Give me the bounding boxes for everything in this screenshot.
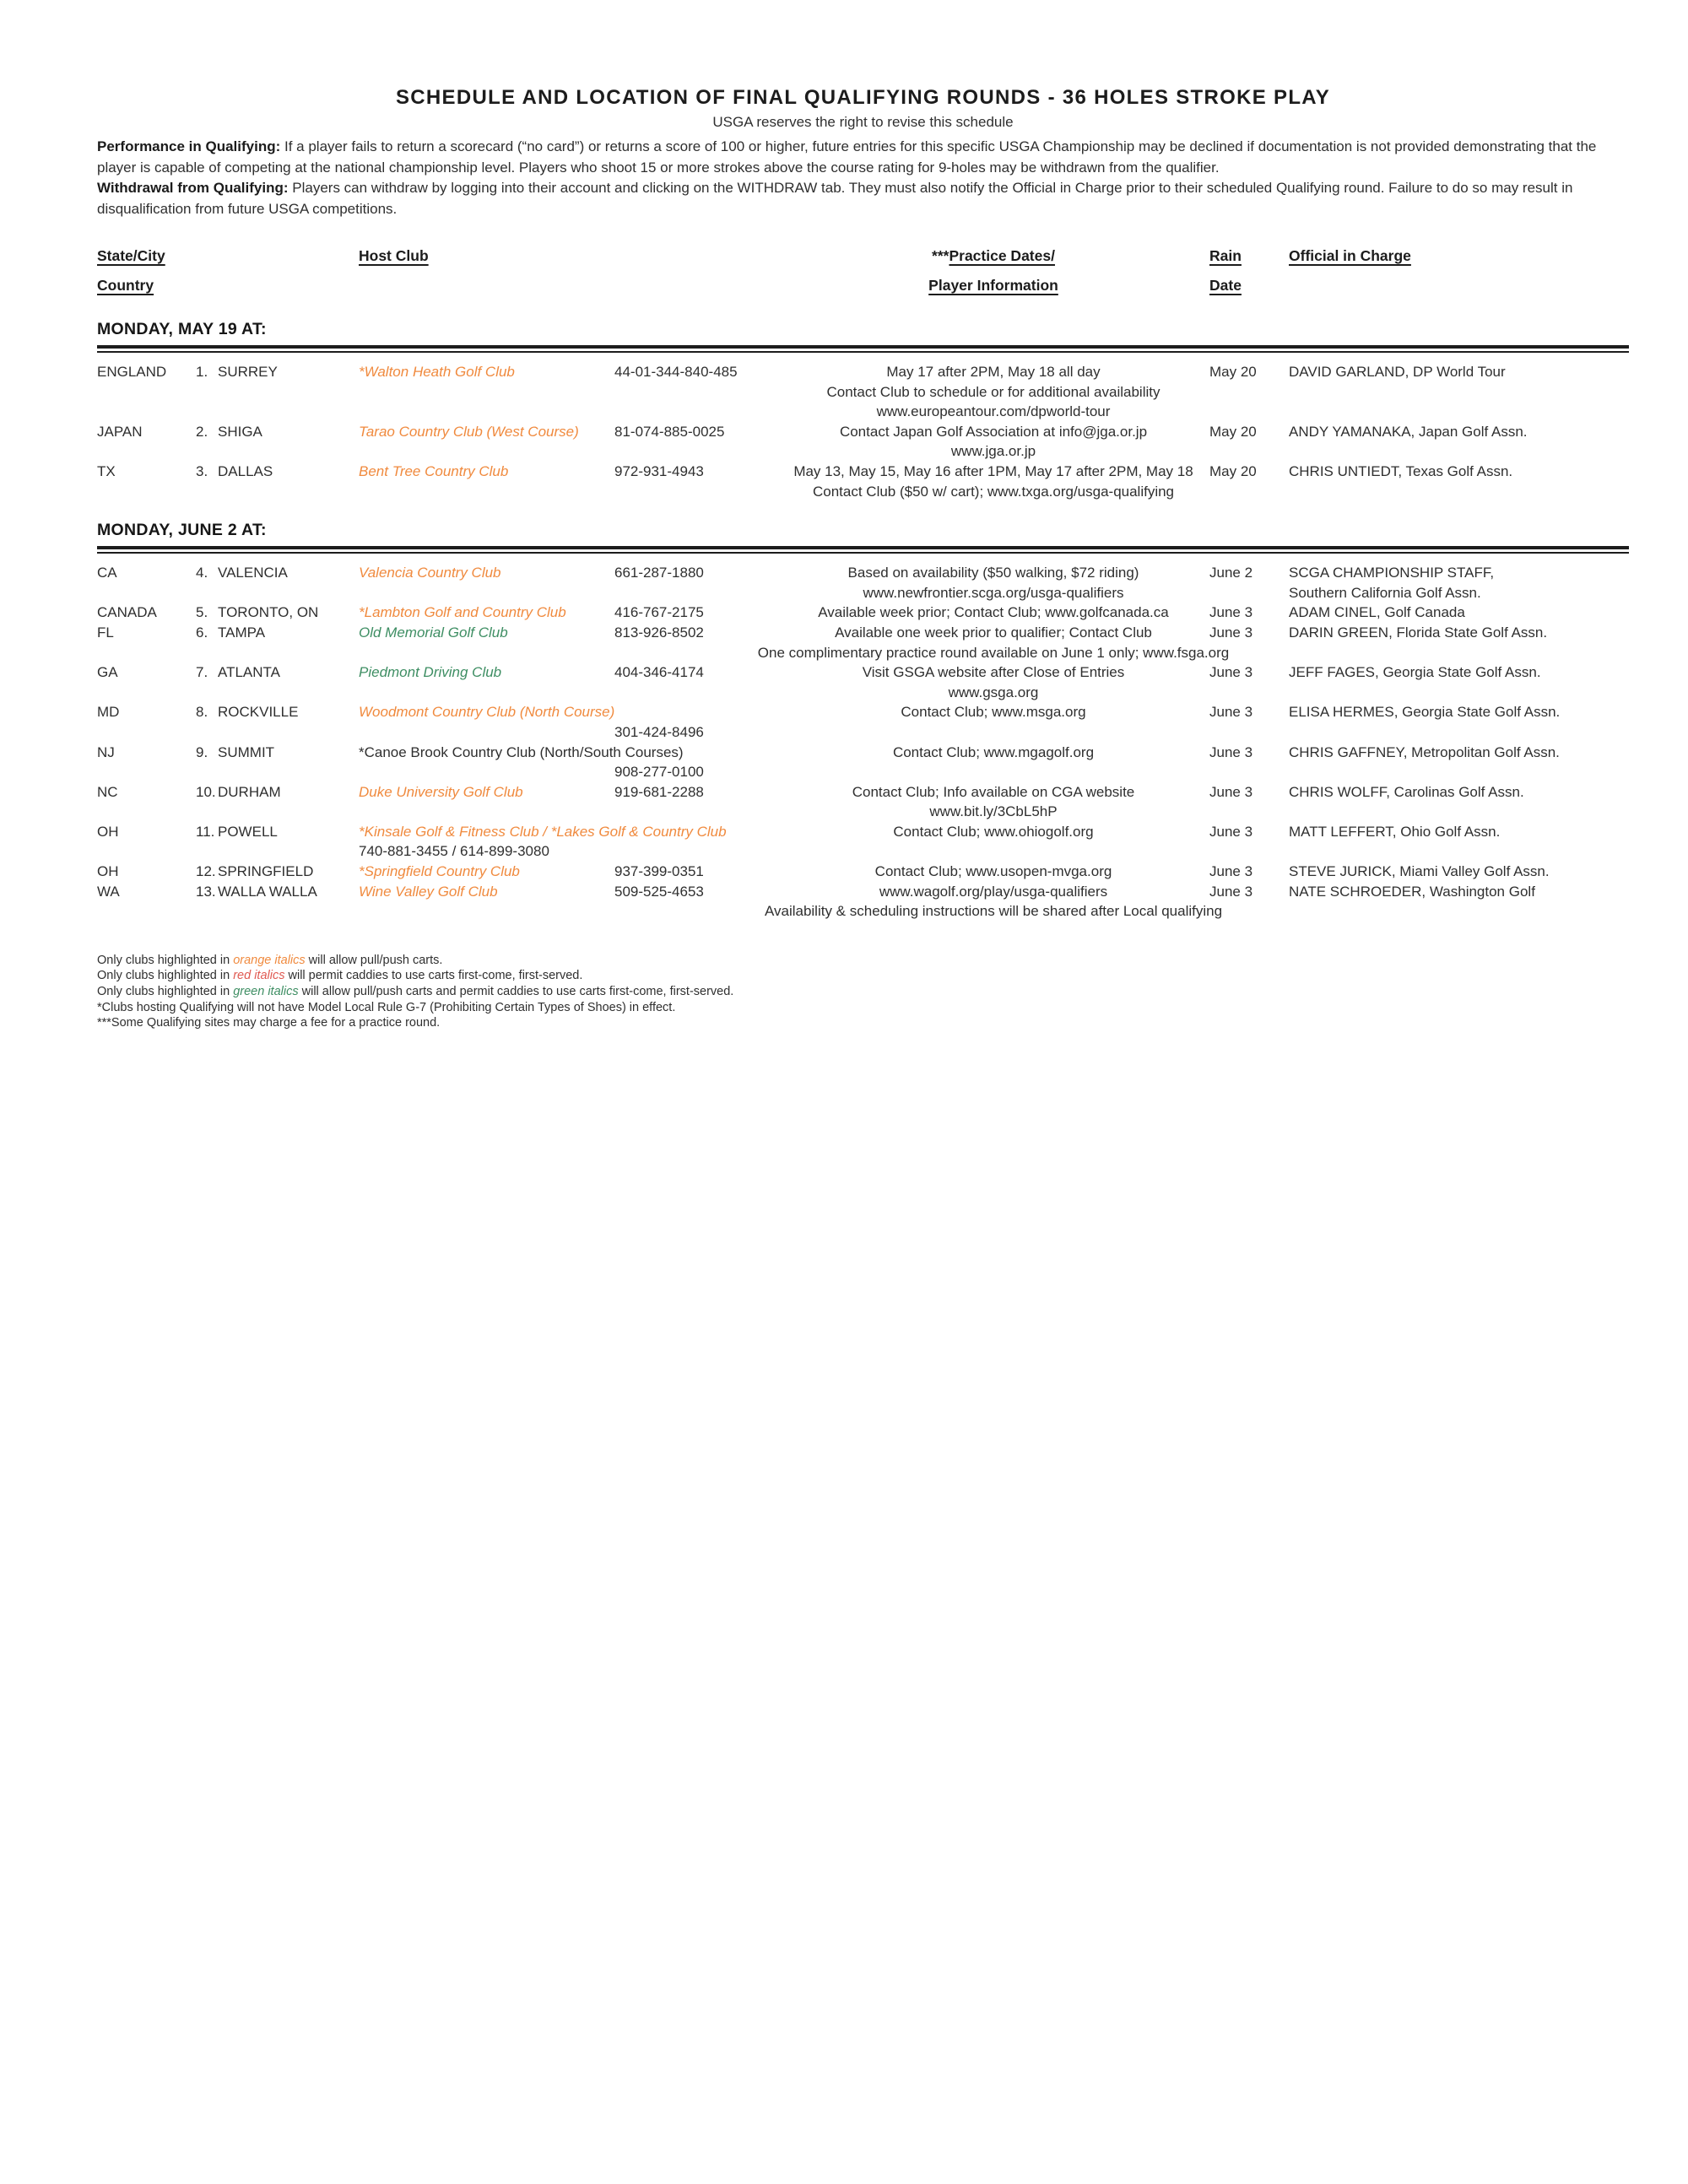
- practice-info-cell: [777, 702, 1209, 722]
- host-club-cell: [359, 603, 614, 623]
- host-club-cell: [359, 623, 614, 643]
- text-line: MATT LEFFERT, Ohio Golf Assn.: [1289, 823, 1501, 840]
- header-practice-dates: ***Practice Dates/ Player Information: [928, 247, 1058, 294]
- table-row: [97, 882, 1629, 922]
- phone-cell: [614, 462, 777, 482]
- phone-cell: [614, 743, 777, 782]
- practice-info-cell: [777, 563, 1209, 603]
- official-in-charge-cell: [1289, 362, 1629, 382]
- table-row: [97, 623, 1629, 662]
- city-cell: SPRINGFIELD: [218, 863, 314, 880]
- footnote-highlight: red italics: [233, 969, 285, 983]
- footnote-text: Only clubs highlighted in: [97, 969, 234, 983]
- text-line: [614, 743, 777, 763]
- text-line: Available one week prior to qualifier; Contact Club: [835, 624, 1152, 641]
- practice-info-cell: [777, 743, 1209, 763]
- header-official-in-charge: Official in Charge: [1289, 247, 1411, 264]
- phone-cell: [614, 563, 777, 583]
- state-cell: NJ: [97, 743, 115, 760]
- official-in-charge-cell: [1289, 462, 1629, 482]
- table-row: [97, 822, 1629, 862]
- official-in-charge-cell: [1289, 422, 1629, 442]
- notice-performance: [97, 137, 1629, 178]
- footnote-text: ***Some Qualifying sites may charge a fee for a practice round.: [97, 1016, 441, 1030]
- phone-cell: [614, 702, 777, 742]
- row-number-cell: 4.: [196, 565, 208, 581]
- text-line: www.gsga.org: [948, 684, 1039, 700]
- city-cell: DALLAS: [218, 462, 273, 479]
- section-heading: MONDAY, MAY 19 AT:: [97, 320, 267, 338]
- table-row: [97, 782, 1629, 822]
- text-line: 44-01-344-840-485: [614, 364, 738, 380]
- city-cell: DURHAM: [218, 783, 281, 800]
- text-line: One complimentary practice round available on June 1 only; www.fsga.org: [757, 644, 1230, 661]
- state-cell: MD: [97, 704, 120, 721]
- text-line: Contact Japan Golf Association at info@jga.or.jp: [839, 423, 1148, 440]
- table-row: [97, 862, 1629, 882]
- text-line: ELISA HERMES, Georgia State Golf Assn.: [1289, 704, 1561, 721]
- table-row: [97, 362, 1629, 422]
- text-line: CHRIS UNTIEDT, Texas Golf Assn.: [1289, 462, 1513, 479]
- official-in-charge-cell: [1289, 623, 1629, 643]
- phone-cell: [614, 603, 777, 623]
- text-line: Available week prior; Contact Club; www.golfcanada.ca: [818, 604, 1169, 621]
- row-number-cell: 8.: [196, 704, 208, 721]
- host-club-cell: [359, 782, 614, 803]
- city-cell: SUMMIT: [218, 743, 275, 760]
- phone-cell: [614, 623, 777, 643]
- city-cell: WALLA WALLA: [218, 883, 317, 900]
- footnote: [97, 984, 1629, 1000]
- row-number-cell: 6.: [196, 624, 208, 641]
- row-number-cell: 2.: [196, 423, 208, 440]
- row-number-cell: 7.: [196, 664, 208, 681]
- phone-cell: [614, 862, 777, 882]
- footnote-highlight: green italics: [233, 985, 299, 999]
- text-line: Contact Club ($50 w/ cart); www.txga.org/usga-qualifying: [812, 483, 1175, 500]
- city-cell: TORONTO, ON: [218, 604, 319, 621]
- page-subtitle: USGA reserves the right to revise this schedule: [712, 114, 1014, 130]
- city-cell: VALENCIA: [218, 565, 288, 581]
- footnote: [97, 1000, 1629, 1016]
- table-header-row: [97, 241, 1629, 300]
- host-club-cell: [359, 862, 614, 882]
- footnote-text: *Clubs hosting Qualifying will not have Model Local Rule G-7 (Prohibiting Certain Types of Shoes) in effect.: [97, 1000, 676, 1014]
- phone-cell: [614, 882, 777, 902]
- text-line: 919-681-2288: [614, 783, 704, 800]
- host-club-name: Wine Valley Golf Club: [359, 883, 498, 900]
- section-heading: MONDAY, JUNE 2 AT:: [97, 521, 267, 540]
- text-line: SCGA CHAMPIONSHIP STAFF,: [1289, 565, 1495, 581]
- notice-withdrawal-label: Withdrawal from Qualifying:: [97, 180, 289, 196]
- text-line: Visit GSGA website after Close of Entries: [862, 664, 1125, 681]
- phone-cell: [614, 362, 777, 382]
- footnote-suffix: will allow pull/push carts.: [305, 953, 443, 967]
- host-club-cell: [359, 743, 684, 763]
- rain-date-cell: May 20: [1209, 423, 1257, 440]
- state-cell: GA: [97, 664, 118, 681]
- host-club-cell: [359, 702, 614, 722]
- text-line: Contact Club; www.ohiogolf.org: [893, 823, 1094, 840]
- official-in-charge-cell: [1289, 563, 1629, 603]
- row-number-cell: 3.: [196, 462, 208, 479]
- text-line: 301-424-8496: [614, 723, 704, 740]
- state-cell: OH: [97, 823, 119, 840]
- host-club-name: *Springfield Country Club: [359, 863, 520, 880]
- text-line: www.wagolf.org/play/usga-qualifiers: [879, 883, 1108, 900]
- text-line: www.europeantour.com/dpworld-tour: [876, 403, 1111, 420]
- state-cell: WA: [97, 883, 120, 900]
- rain-date-cell: June 3: [1209, 743, 1253, 760]
- row-number-cell: 10.: [196, 783, 216, 800]
- rain-date-cell: June 3: [1209, 783, 1253, 800]
- footnote-highlight: orange italics: [233, 953, 306, 967]
- row-number-cell: 9.: [196, 743, 208, 760]
- section-divider-rule: [97, 546, 1629, 554]
- notice-withdrawal: [97, 178, 1629, 219]
- row-number-cell: 1.: [196, 364, 208, 380]
- text-line: Contact Club to schedule or for additional availability: [826, 383, 1160, 400]
- text-line: JEFF FAGES, Georgia State Golf Assn.: [1289, 664, 1541, 681]
- rain-date-cell: June 3: [1209, 863, 1253, 880]
- section-rows: [97, 563, 1629, 922]
- text-line: DARIN GREEN, Florida State Golf Assn.: [1289, 624, 1548, 641]
- header-state-city-country: State/City Country: [97, 247, 165, 294]
- practice-info-cell: [777, 422, 1209, 462]
- table-row: [97, 462, 1629, 501]
- city-cell: POWELL: [218, 823, 278, 840]
- section-divider-rule: [97, 345, 1629, 353]
- host-club-name: Piedmont Driving Club: [359, 664, 502, 681]
- city-cell: SHIGA: [218, 423, 262, 440]
- rain-date-cell: June 3: [1209, 604, 1253, 621]
- state-cell: JAPAN: [97, 423, 143, 440]
- official-in-charge-cell: [1289, 603, 1629, 623]
- state-cell: CA: [97, 565, 117, 581]
- host-club-name: Woodmont Country Club (North Course): [359, 704, 615, 721]
- host-club-name: Bent Tree Country Club: [359, 462, 509, 479]
- host-club-name: *Kinsale Golf & Fitness Club / *Lakes Golf & Country Club: [359, 823, 727, 840]
- state-cell: TX: [97, 462, 116, 479]
- row-number-cell: 11.: [196, 823, 215, 840]
- phone-cell: [614, 662, 777, 683]
- header-host-club: Host Club: [359, 247, 429, 264]
- text-line: DAVID GARLAND, DP World Tour: [1289, 364, 1506, 380]
- rain-date-cell: June 3: [1209, 664, 1253, 681]
- city-cell: SURREY: [218, 364, 278, 380]
- notice-performance-text: If a player fails to return a scorecard (“no card”) or returns a score of 100 or higher, future entries for this specific USGA Championship may be declined if documentation is not provided demonstrating that the player is capable of competing at the national championship level. Players who shoot 15 or more strokes above the course rating for 9-holes may be withdrawn from the qualifier.: [97, 138, 1597, 176]
- table-row: [97, 662, 1629, 702]
- rain-date-cell: June 3: [1209, 883, 1253, 900]
- text-line: Contact Club; www.mgagolf.org: [892, 743, 1095, 760]
- schedule-section: [97, 521, 1629, 922]
- row-number-cell: 12.: [196, 863, 216, 880]
- rain-date-cell: June 2: [1209, 565, 1253, 581]
- header-rain-date: Rain Date: [1209, 247, 1242, 294]
- practice-info-cell: [777, 822, 1209, 842]
- footnote-text: Only clubs highlighted in: [97, 985, 234, 999]
- state-cell: NC: [97, 783, 118, 800]
- text-line: Contact Club; www.usopen-mvga.org: [874, 863, 1112, 880]
- rain-date-cell: June 3: [1209, 624, 1253, 641]
- practice-info-cell: [777, 782, 1209, 822]
- rain-date-cell: May 20: [1209, 364, 1257, 380]
- city-cell: ROCKVILLE: [218, 704, 299, 721]
- state-cell: CANADA: [97, 604, 157, 621]
- text-line: 509-525-4653: [614, 883, 704, 900]
- host-club-cell: [359, 362, 614, 382]
- text-line: May 17 after 2PM, May 18 all day: [886, 364, 1101, 380]
- practice-info-cell: [764, 882, 1223, 922]
- rain-date-cell: June 3: [1209, 823, 1253, 840]
- host-club-name: *Walton Heath Golf Club: [359, 364, 515, 380]
- official-in-charge-cell: [1289, 782, 1629, 803]
- text-line: 404-346-4174: [614, 664, 704, 681]
- practice-info-cell: [777, 362, 1209, 422]
- text-line: May 13, May 15, May 16 after 1PM, May 17 after 2PM, May 18: [793, 462, 1193, 479]
- host-club-cell: [359, 822, 727, 862]
- practice-info-cell: [777, 862, 1209, 882]
- phone-cell: [614, 782, 777, 803]
- official-in-charge-cell: [1289, 743, 1629, 763]
- rain-date-cell: June 3: [1209, 704, 1253, 721]
- page-title: SCHEDULE AND LOCATION OF FINAL QUALIFYING ROUNDS - 36 HOLES STROKE PLAY: [395, 86, 1331, 109]
- footnote-suffix: will allow pull/push carts and permit caddies to use carts first-come, first-served.: [298, 985, 734, 999]
- footnote-suffix: will permit caddies to use carts first-come, first-served.: [284, 969, 583, 983]
- text-line: 416-767-2175: [614, 604, 704, 621]
- text-line: STEVE JURICK, Miami Valley Golf Assn.: [1289, 863, 1550, 880]
- text-line: Contact Club; www.msga.org: [901, 704, 1086, 721]
- notice-performance-label: Performance in Qualifying:: [97, 138, 281, 154]
- host-club-cell: [359, 462, 614, 482]
- text-line: Based on availability ($50 walking, $72 riding): [847, 565, 1139, 581]
- official-in-charge-cell: [1289, 662, 1629, 683]
- footnotes-block: [97, 953, 1629, 1031]
- host-club-name: Tarao Country Club (West Course): [359, 423, 579, 440]
- table-row: [97, 702, 1629, 742]
- text-line: Southern California Golf Assn.: [1289, 584, 1481, 601]
- rain-date-cell: May 20: [1209, 462, 1257, 479]
- text-line: 908-277-0100: [614, 764, 704, 781]
- host-club-cell: [359, 882, 614, 902]
- text-line: Availability & scheduling instructions will be shared after Local qualifying: [764, 903, 1223, 920]
- text-line: 81-074-885-0025: [614, 423, 725, 440]
- table-row: [97, 743, 1629, 782]
- row-number-cell: 5.: [196, 604, 208, 621]
- notices-block: [97, 137, 1629, 219]
- table-row: [97, 422, 1629, 462]
- host-club-name: *Canoe Brook Country Club (North/South Courses): [359, 743, 684, 760]
- section-rows: [97, 362, 1629, 501]
- text-line: CHRIS WOLFF, Carolinas Golf Assn.: [1289, 783, 1524, 800]
- host-club-name: Duke University Golf Club: [359, 783, 523, 800]
- state-cell: FL: [97, 624, 114, 641]
- state-cell: ENGLAND: [97, 364, 167, 380]
- footnote-text: Only clubs highlighted in: [97, 953, 234, 967]
- text-line: NATE SCHROEDER, Washington Golf: [1289, 883, 1535, 900]
- text-line: 972-931-4943: [614, 462, 704, 479]
- text-line: 813-926-8502: [614, 624, 704, 641]
- host-club-cell: [359, 662, 614, 683]
- official-in-charge-cell: [1289, 862, 1629, 882]
- text-line: ADAM CINEL, Golf Canada: [1289, 604, 1465, 621]
- text-line: [614, 702, 777, 722]
- state-cell: OH: [97, 863, 119, 880]
- text-line: Contact Club; Info available on CGA website: [852, 783, 1135, 800]
- text-line: ANDY YAMANAKA, Japan Golf Assn.: [1289, 423, 1528, 440]
- footnote: [97, 968, 1629, 984]
- host-club-cell: [359, 422, 614, 442]
- schedule-table-body: [97, 320, 1629, 922]
- table-row: [97, 563, 1629, 603]
- official-in-charge-cell: [1289, 822, 1629, 842]
- footnote: [97, 953, 1629, 969]
- row-number-cell: 13.: [196, 883, 216, 900]
- text-line: CHRIS GAFFNEY, Metropolitan Golf Assn.: [1289, 743, 1560, 760]
- official-in-charge-cell: [1289, 702, 1629, 722]
- footnote: [97, 1015, 1629, 1031]
- text-line: www.bit.ly/3CbL5hP: [929, 803, 1058, 820]
- host-club-phone-line: 740-881-3455 / 614-899-3080: [359, 843, 549, 860]
- practice-info-cell: [757, 623, 1230, 662]
- practice-info-cell: [777, 603, 1209, 623]
- host-club-name: Old Memorial Golf Club: [359, 624, 508, 641]
- text-line: 937-399-0351: [614, 863, 704, 880]
- practice-info-cell: [777, 662, 1209, 702]
- city-cell: ATLANTA: [218, 664, 280, 681]
- text-line: www.newfrontier.scga.org/usga-qualifiers: [863, 584, 1124, 601]
- phone-cell: [614, 422, 777, 442]
- official-in-charge-cell: [1289, 882, 1629, 902]
- notice-withdrawal-text: Players can withdraw by logging into their account and clicking on the WITHDRAW tab. They must also notify the Official in Charge prior to their scheduled Qualifying round. Failure to do so may result in disqualification from future USGA competitions.: [97, 180, 1573, 217]
- schedule-section: [97, 320, 1629, 501]
- text-line: 661-287-1880: [614, 565, 704, 581]
- city-cell: TAMPA: [218, 624, 266, 641]
- practice-info-cell: [777, 462, 1209, 501]
- table-row: [97, 603, 1629, 623]
- text-line: www.jga.or.jp: [950, 443, 1036, 460]
- host-club-name: Valencia Country Club: [359, 565, 501, 581]
- document-page: [0, 0, 1688, 1031]
- host-club-name: *Lambton Golf and Country Club: [359, 604, 566, 621]
- host-club-cell: [359, 563, 614, 583]
